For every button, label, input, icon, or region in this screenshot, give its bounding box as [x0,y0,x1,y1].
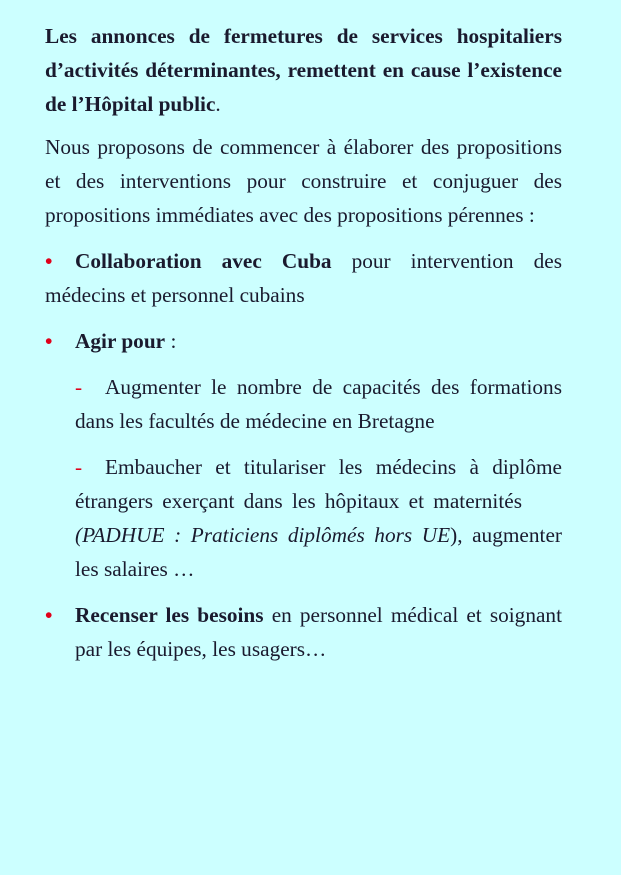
bullet-recenser-text: en personnel médical et soignant par les équipes, les usagers… [75,603,563,661]
bullet-icon: • [45,249,53,273]
bullet-cuba-text: pour intervention des médecins et personnel cubains [45,249,562,307]
bullet-agir-bold: Agir pour [75,329,166,353]
sub-item-formations [75,370,562,438]
bullet-cuba-bold: Collaboration avec Cuba [75,249,332,273]
sub-item-embaucher-text: Embaucher et titulariser les médecins à diplôme étrangers exerçant dans les hôpitaux et maternités [75,455,562,513]
bullet-icon: • [45,603,53,627]
bullet-item-recenser [45,598,562,666]
sub-item-padhue-italic: (PADHUE : Praticiens diplômés hors UE [75,523,451,547]
bullet-agir-text: : [165,329,177,353]
bullet-recenser-bold: Recenser les besoins [75,603,264,627]
dash-icon: - [75,375,83,399]
dash-icon: - [75,455,83,479]
agir-sub-list [45,370,562,586]
bullet-icon: • [45,329,53,353]
sub-item-embaucher-after: ), augmenter les salaires … [75,523,562,581]
bullet-item-agir [45,324,562,358]
sub-item-formations-text: Augmenter le nombre de capacités des formations dans les facultés de médecine en Bretagne [75,375,562,433]
intro-bold-text: Les annonces de fermetures de services hospitaliers d’activités déterminantes, remettent en cause l’existence de l’Hôpital public [45,24,562,116]
intro-paragraph [45,19,562,121]
sub-item-embaucher [75,450,562,586]
proposals-paragraph: Nous proposons de commencer à élaborer des propositions et des interventions pour construire et conjuguer des propositions immédiates avec des propositions pérennes : [45,135,562,227]
bullet-item-cuba [45,244,562,312]
intro-end: . [215,92,221,116]
